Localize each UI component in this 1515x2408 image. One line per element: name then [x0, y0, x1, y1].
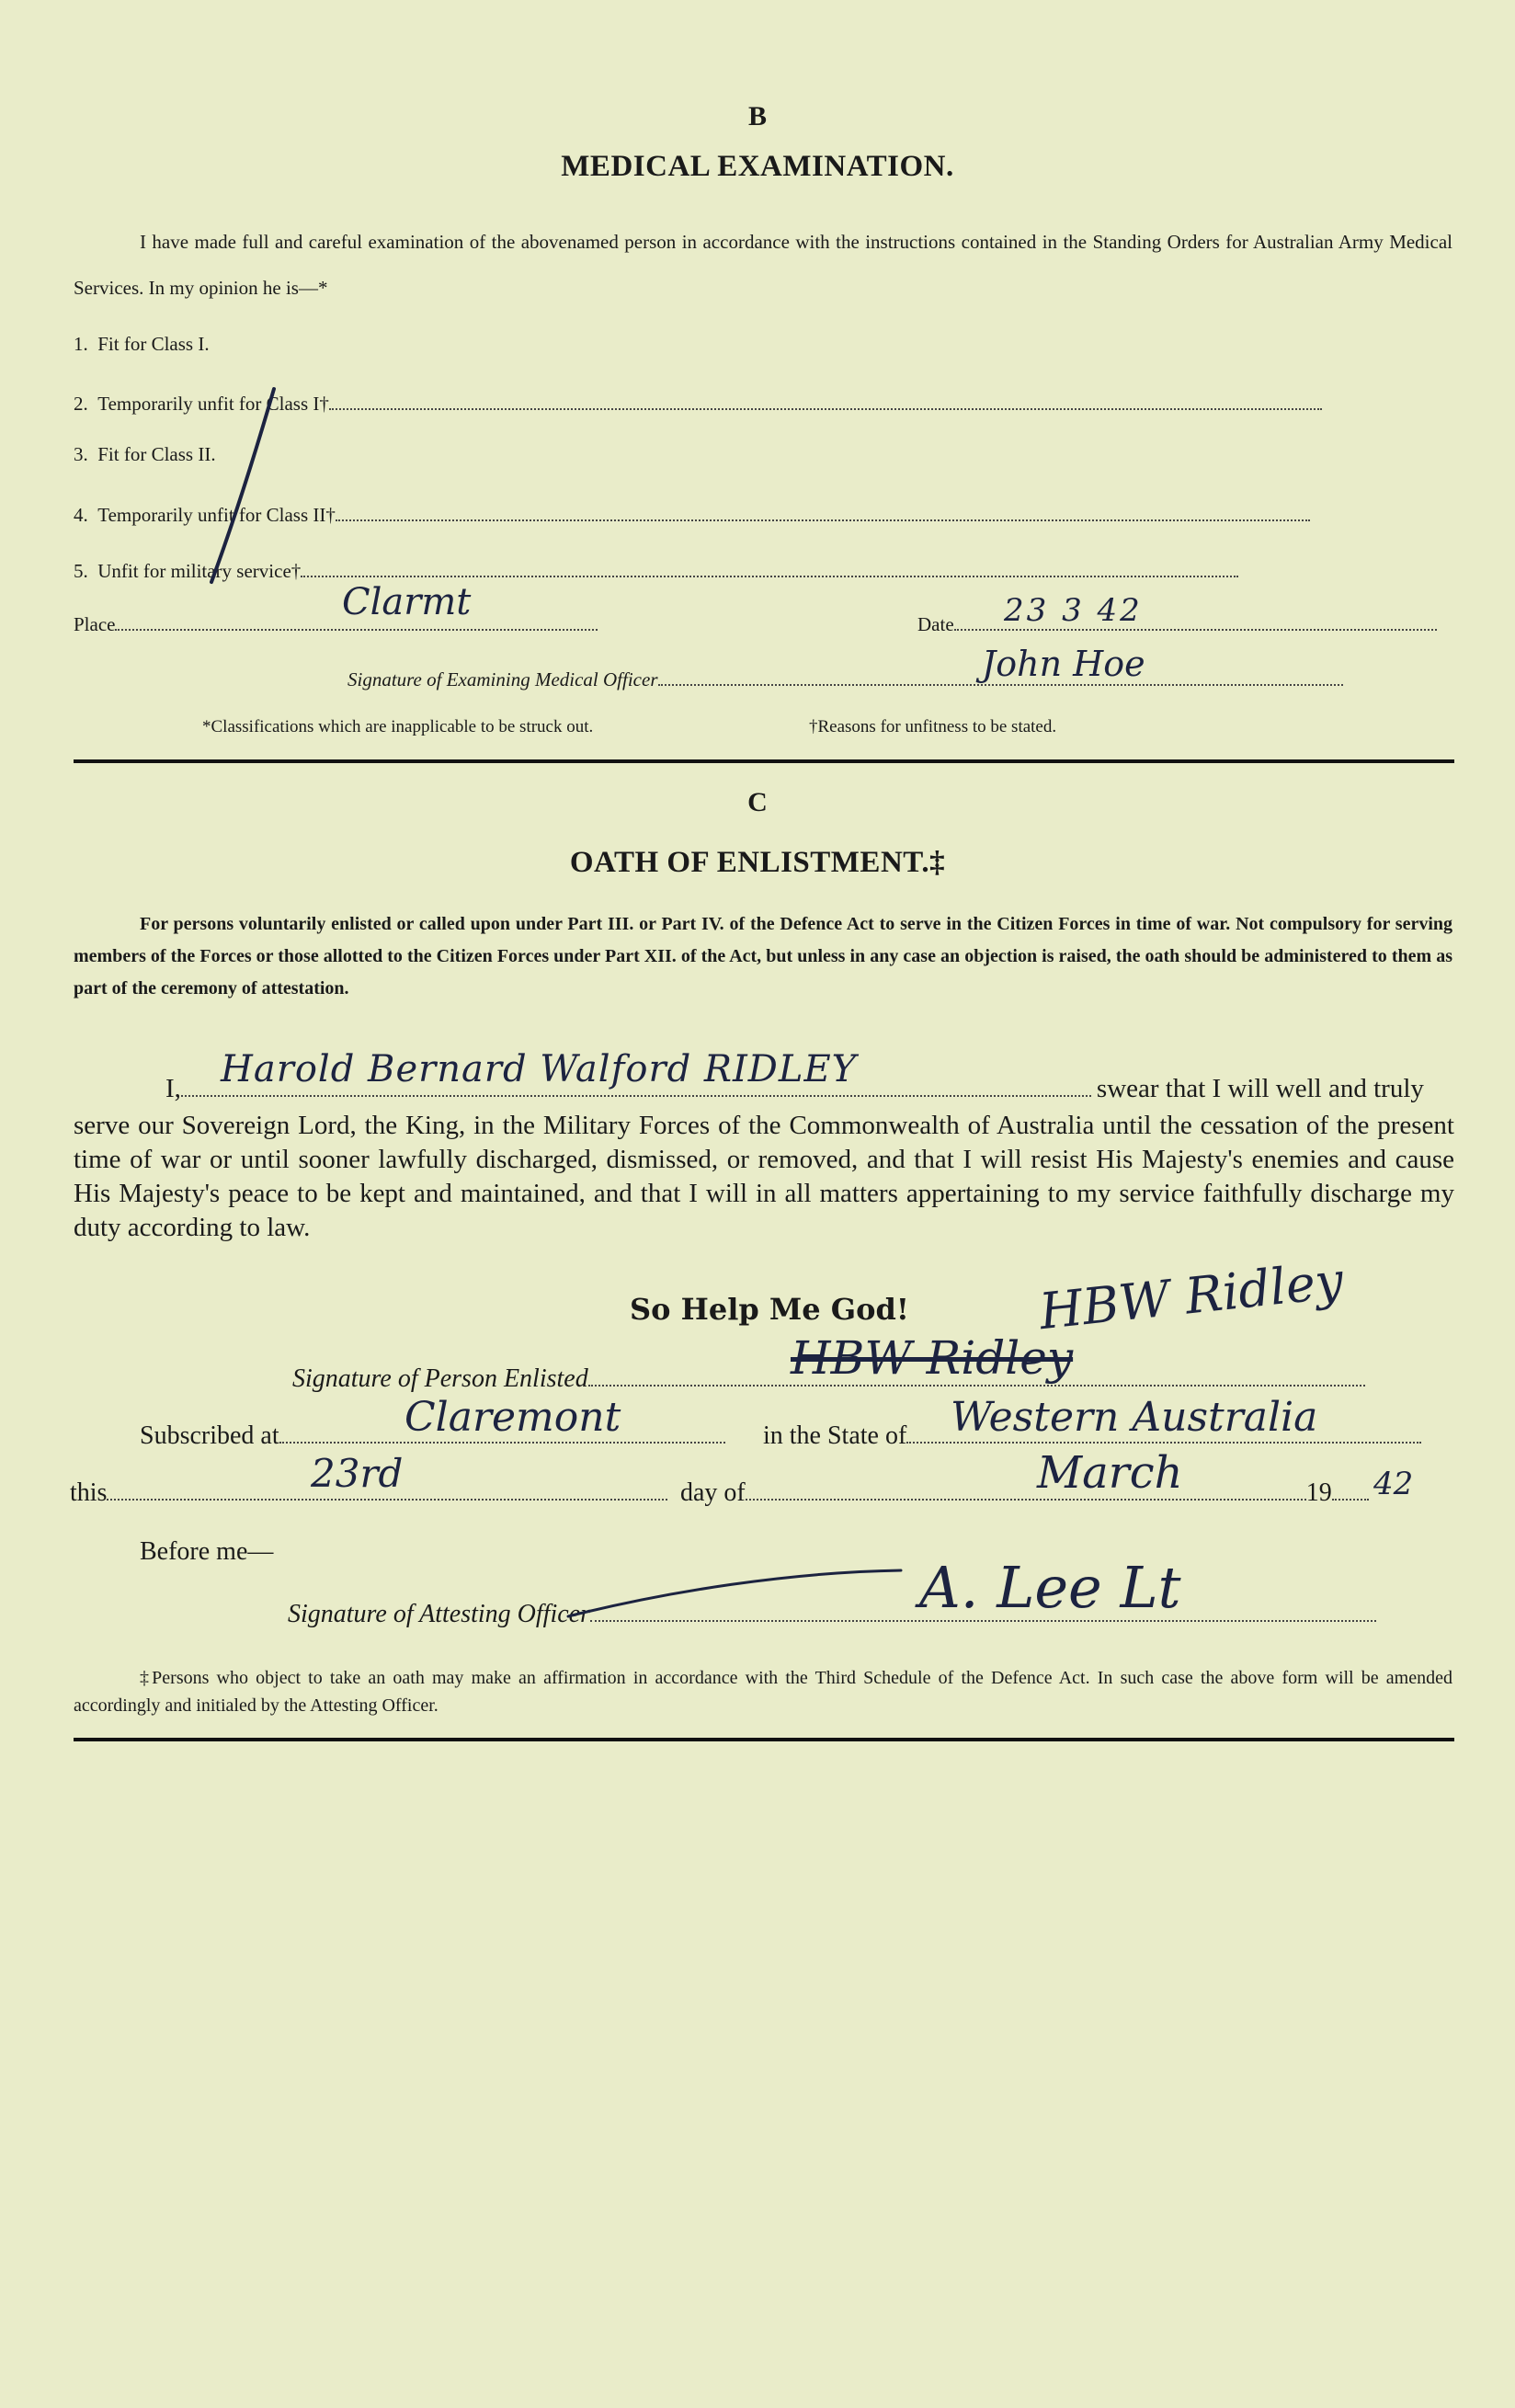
- oath-body: serve our Sovereign Lord, the King, in the Military Forces of the Commonwealth of Australia until the cessation of the present time of war or until sooner lawfully discharged, dismissed, or removed, and that I will resist His Majesty's enemies and cause His Majesty's peace to be kept and maintained, and that I will in all matters appertaining to my service faithfully discharge my duty according to law.: [74, 1111, 1454, 1242]
- class-item-text: Temporarily unfit for Class I†: [97, 393, 329, 415]
- date-handwritten: 23 3 42: [1004, 592, 1143, 629]
- day-handwritten: 23rd: [311, 1451, 404, 1496]
- year-prefix: 19: [1305, 1478, 1332, 1507]
- state-handwritten: Western Australia: [951, 1394, 1318, 1441]
- strike-through-mark: [202, 382, 285, 588]
- bottom-divider: [74, 1738, 1454, 1741]
- reason-line[interactable]: [301, 555, 1238, 577]
- oath-prefix: I,: [165, 1074, 181, 1103]
- medical-intro-line2: Standing Orders for Australian Army Medical Services. In my opinion he is—*: [74, 231, 1452, 299]
- oath-swear: swear that I will well and truly: [1096, 1074, 1424, 1103]
- class-item-number: 4.: [74, 504, 88, 526]
- class-item-1: [74, 333, 210, 356]
- day-of-label: day of: [680, 1478, 746, 1507]
- state-label: in the State of: [763, 1421, 907, 1450]
- medical-officer-signature: John Hoe: [982, 644, 1145, 684]
- class-item-number: 5.: [74, 560, 88, 582]
- section-c-letter: C: [747, 787, 768, 817]
- enlistee-name-handwritten: Harold Bernard Walford RIDLEY: [221, 1048, 858, 1090]
- section-c-title: OATH OF ENLISTMENT.‡: [569, 846, 946, 879]
- affirmation-footnote: ‡Persons who object to take an oath may make an affirmation in accordance with the Third Schedule of the Defence Act. In such case the above form will be amended accordingly and initialed by the Attesting Officer.: [74, 1668, 1452, 1716]
- reason-line[interactable]: [336, 499, 1310, 521]
- enlistee-signature-struck: HBW Ridley: [791, 1331, 1074, 1385]
- class-item-number: 2.: [74, 393, 88, 415]
- strike-through-mark: [561, 1563, 919, 1627]
- so-help-me-god: So Help Me God!: [630, 1292, 909, 1327]
- month-line[interactable]: [746, 1478, 1306, 1501]
- section-b-letter: B: [747, 101, 767, 131]
- date-field: [917, 609, 1437, 636]
- medical-intro: [74, 219, 1452, 311]
- reason-line[interactable]: [329, 388, 1322, 410]
- medical-officer-signature-field: [347, 664, 1343, 691]
- medical-officer-signature-label: Signature of Examining Medical Officer: [347, 668, 658, 690]
- footnote-reasons: †Reasons for unfitness to be stated.: [809, 717, 1057, 736]
- class-item-number: 3.: [74, 443, 88, 465]
- subscribed-at-handwritten: Claremont: [404, 1394, 621, 1441]
- class-item-text: Unfit for military service†: [97, 560, 302, 582]
- oath-intro: For persons voluntarily enlisted or called upon under Part III. or Part IV. of the Defence Act to serve in the Citizen Forces in time of war. Not compulsory for serving members of the Forces or those allotted to the Citizen Forces under Part XII. of the Act, but unless in any case an objection is raised, the oath should be administered to them as part of the ceremony of attestation.: [74, 914, 1452, 999]
- subscribed-at-label: Subscribed at: [140, 1421, 279, 1450]
- section-divider: [74, 759, 1454, 763]
- enlistee-signature-upper: HBW Ridley: [1036, 1250, 1347, 1341]
- class-item-number: 1.: [74, 333, 88, 355]
- place-label: Place: [74, 613, 116, 635]
- before-me: Before me—: [140, 1537, 274, 1566]
- place-field: [74, 609, 598, 636]
- person-enlisted-signature-label: Signature of Person Enlisted: [292, 1364, 588, 1393]
- class-item-text: Fit for Class II.: [97, 443, 216, 465]
- year-line[interactable]: [1332, 1478, 1369, 1501]
- attesting-officer-signature: A. Lee Lt: [919, 1554, 1181, 1621]
- class-item-text: Temporarily unfit for Class II†: [97, 504, 336, 526]
- this-label: this: [70, 1478, 108, 1507]
- class-item-3: [74, 443, 216, 466]
- month-field: [680, 1478, 1369, 1508]
- section-b-title: MEDICAL EXAMINATION.: [561, 150, 954, 183]
- month-handwritten: March: [1037, 1447, 1183, 1499]
- footnote-classifications: *Classifications which are inapplicable to be struck out.: [202, 717, 594, 736]
- place-handwritten: Clarmt: [342, 581, 472, 623]
- attesting-officer-signature-label: Signature of Attesting Officer: [288, 1600, 590, 1628]
- medical-intro-line1: I have made full and careful examination of the abovenamed person in accordance with the instructions contained in the: [140, 231, 1088, 253]
- class-item-text: Fit for Class I.: [97, 333, 210, 355]
- date-label: Date: [917, 613, 954, 635]
- year-handwritten: 42: [1373, 1466, 1414, 1502]
